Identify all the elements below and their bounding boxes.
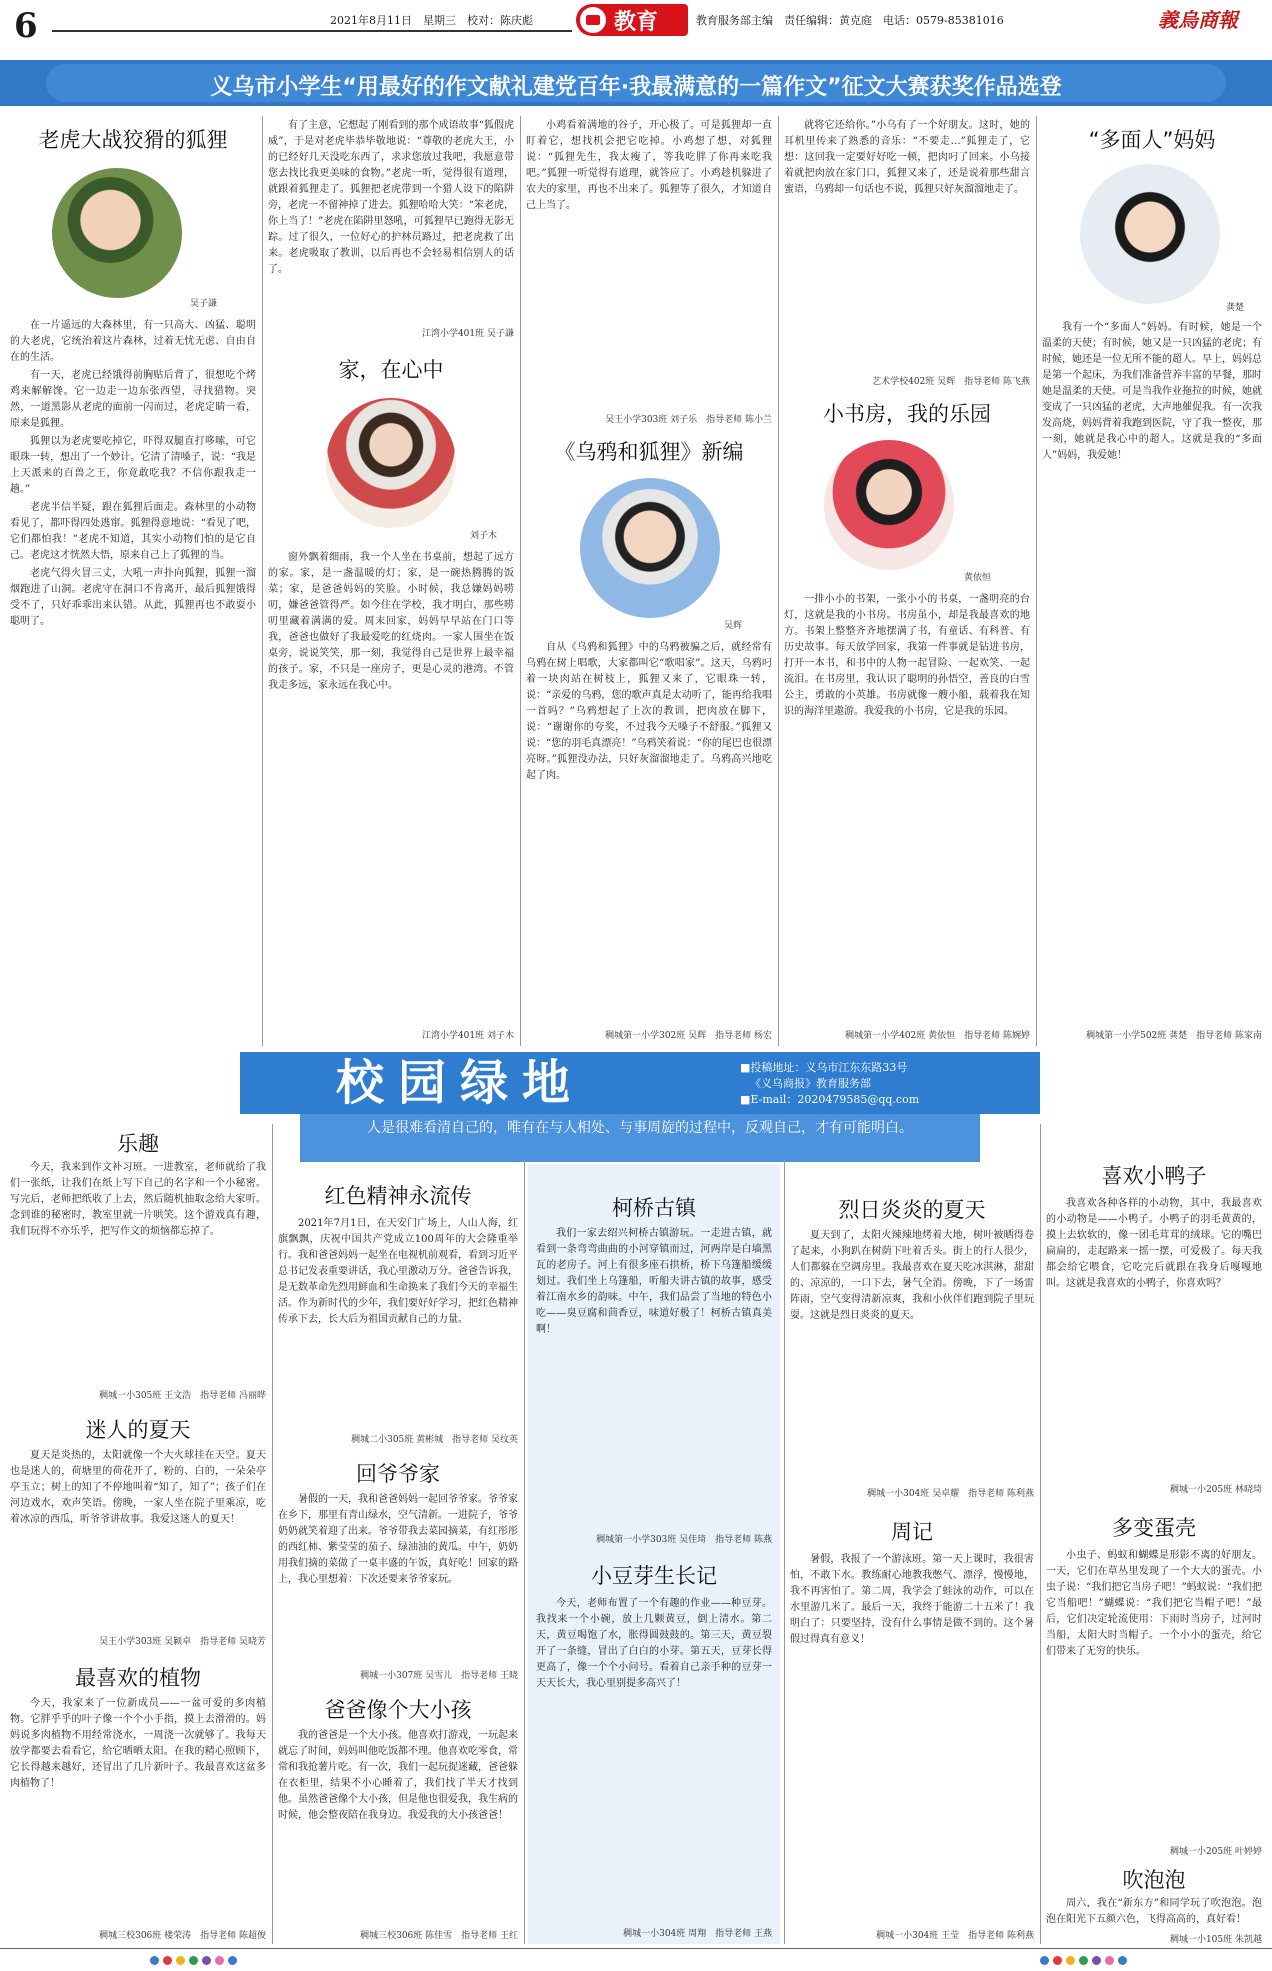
author-photo-crow [580,478,720,618]
paragraph: 今天，我来到作文补习班。一进教室，老师就给了我们一张纸，让我们在纸上写下自己的名字和一个小秘密。写完后，老师把纸收了上去，然后随机抽取念给大家听。念到谁的秘密时，教室里就一片哄笑。这个游戏真有趣，我们玩得不亦乐乎，把写作文的烦恼都忘掉了。 [10,1162,266,1237]
article-body-summer [10,1448,266,1628]
article-body-study [784,592,1030,1020]
paragraph: 自从《乌鸦和狐狸》中的乌鸦被骗之后，就经常有乌鸦在树上唱歌，大家都叫它“歌唱家”。这天，乌鸦叼着一块肉站在树枝上，狐狸又来了，它眼珠一转，说：“亲爱的乌鸦，您的歌声真是太动听了，能再给我唱一首吗？”乌鸦想起了上次的教训，把肉放在脚下，说：“谢谢你的夸奖，不过我今天嗓子不舒服。”狐狸又说：“您的羽毛真漂亮！”乌鸦笑着说：“你的尾巴也很漂亮呀。”狐狸没办法，只好灰溜溜地走了。乌鸦高兴地吃起了肉。 [526,642,772,781]
article-body-fun [10,1160,266,1382]
paragraph: 今天，我家来了一位新成员——一盆可爱的多肉植物。它胖乎乎的叶子像一个个小手指，摸上去滑滑的。妈妈说多肉植物不用经常浇水，一周浇一次就够了。我每天放学都要去看看它，给它晒晒太阳。在我的精心照顾下，它长得越来越好，还冒出了几片新叶子。我最喜欢这盆多肉植物了！ [10,1698,266,1789]
footer-dot [228,1956,237,1965]
footer-dot [1105,1956,1114,1965]
byline-hot: 稠城一小304班 吴卓耀 指导老师 陈利燕 [867,1489,1034,1499]
byline-summer: 吴王小学303班 吴颖卓 指导老师 吴晓芳 [99,1637,266,1647]
byline-grandpa: 稠城一小307班 吴雪儿 指导老师 王晓 [360,1671,518,1681]
article-body-weekly [790,1552,1034,1920]
footer-dot [1040,1956,1049,1965]
article-body-tiger-continued [268,118,514,318]
article-body-kexiao [536,1226,772,1526]
article-body-mom [1042,320,1262,1020]
article-title-tiger: 老虎大战狡猾的狐狸 [38,128,228,152]
page-header [0,0,1272,50]
byline-dad: 稠城三校306班 陈佳雪 指导老师 王红 [360,1931,518,1941]
footer-dot [1053,1956,1062,1965]
paragraph: 就将它还给你。”小乌有了一个好朋友。这时，她的耳机里传来了熟悉的音乐：“不要走…”狐狸走了，它想：这回我一定要好好吃一顿，把肉叼了回来。小乌接着就把肉放在家门口，狐狸又来了，还是说着那些甜言蜜语，乌鸦却一句话也不说，狐狸只好灰溜溜地走了。 [784,120,1030,195]
article-body-shell [1046,1548,1262,1838]
contact-address: ■投稿地址：义乌市江东东路33号 [740,1061,908,1074]
paragraph: 有了主意，它想起了刚看到的那个成语故事“狐假虎威”，于是对老虎毕恭毕敬地说：“尊敬的老虎大王，小的已经好几天没吃东西了，求求您放过我吧，我愿意带您去找比我更美味的食物。”老虎一听，觉得很有道理，就跟着狐狸走了。狐狸把老虎带到一个猎人设下的陷阱旁，老虎一不留神掉了进去。狐狸哈哈大笑：“笨老虎，你上当了！”老虎在陷阱里怒吼，可狐狸早已跑得无影无踪。过了很久，一位好心的护林员路过，把老虎救了出来。老虎吸取了教训，以后再也不会轻易相信别人的话了。 [268,120,514,275]
article-body-crow [526,640,772,1020]
byline-study: 稠城第一小学402班 黄依恒 指导老师 陈婉婷 [845,1031,1030,1041]
paragraph: 在一片遥远的大森林里，有一只高大、凶猛、聪明的大老虎，它统治着这片森林，过着无忧无虑、自由自在的生活。 [10,320,256,363]
campus-contact [740,1060,1040,1108]
byline-col3-top: 吴王小学303班 刘子乐 指导老师 陈小兰 [605,415,772,425]
article-body-grandpa [278,1492,518,1662]
page-number: 6 [14,6,38,46]
article-title-red: 红色精神永流传 [324,1184,472,1208]
footer-dot [1092,1956,1101,1965]
paragraph: 一排小小的书架，一张小小的书桌，一盏明亮的台灯，这就是我的小书房。书房虽小，却是我最喜欢的地方。书架上整整齐齐地摆满了书，有童话、有科普、有历史故事。每天放学回家，我第一件事就是钻进书房，打开一本书，和书中的人物一起冒险、一起欢笑、一起流泪。在书房里，我认识了聪明的孙悟空，善良的白雪公主，勇敢的小英雄。书房就像一艘小船，载着我在知识的海洋里遨游。我爱我的小书房，它是我的乐园。 [784,594,1030,717]
paragraph: 狐狸以为老虎要吃掉它，吓得双腿直打哆嗦，可它眼珠一转，想出了一个妙计。它清了清嗓子，说：“我是上天派来的百兽之王，你竟敢吃我？不信你跟我走一趟。” [10,436,256,495]
footer-dot [1066,1956,1075,1965]
header-rule [52,30,572,32]
article-title-plant: 最喜欢的植物 [75,1666,201,1690]
masthead-logo: 義烏商報 [1158,8,1238,32]
paragraph: 2021年7月1日，在天安门广场上，人山人海，红旗飘飘，庆祝中国共产党成立100周年的大会隆重举行。我和爸爸妈妈一起坐在电视机前观看，看到习近平总书记发表重要讲话，我心里激动万分。爸爸告诉我，是无数革命先烈用鲜血和生命换来了我们今天的幸福生活。作为新时代的少年，我们要好好学习，把红色精神传承下去，长大后为祖国贡献自己的力量。 [278,1218,518,1325]
byline-fun: 稠城一小305班 王文浩 指导老师 冯丽晔 [99,1391,266,1401]
paragraph: 老虎半信半疑，跟在狐狸后面走。森林里的小动物看见了，都吓得四处逃窜。狐狸得意地说：“看见了吧，它们都怕我！”老虎不知道，其实小动物们怕的是它自己。老虎这才恍然大悟，原来自己上了狐狸的当。 [10,502,256,561]
paragraph: 周六，我在“新东方”和同学玩了吹泡泡。泡泡在阳光下五颜六色，飞得高高的，真好看！ [1046,1898,1262,1925]
footer-dot [150,1956,159,1965]
paragraph: 夏天是炎热的，太阳就像一个大火球挂在天空。夏天也是迷人的，荷塘里的荷花开了，粉的、白的，一朵朵亭亭玉立；树上的知了不停地叫着“知了，知了”；孩子们在河边戏水，欢声笑语。傍晚，一家人坐在院子里乘凉，吃着冰凉的西瓜，听爷爷讲故事。我爱这迷人的夏天！ [10,1450,266,1525]
article-title-bubble: 吹泡泡 [1122,1868,1186,1892]
footer-dot [163,1956,172,1965]
paragraph: 夏天到了，太阳火辣辣地烤着大地，树叶被晒得卷了起来，小狗趴在树荫下吐着舌头。街上的行人很少，人们都躲在空调房里。我最喜欢在夏天吃冰淇淋，甜甜的、凉凉的，一口下去，暑气全消。傍晚，下了一场雷阵雨，空气变得清新凉爽，我和小伙伴们跑到院子里玩耍。这就是烈日炎炎的夏天。 [790,1230,1034,1321]
paragraph: 我们一家去绍兴柯桥古镇游玩。一走进古镇，就看到一条弯弯曲曲的小河穿镇而过，河两岸是白墙黑瓦的老房子。河上有很多座石拱桥，桥下乌篷船缓缓划过。我们坐上乌篷船，听船夫讲古镇的故事，感受着江南水乡的韵味。中午，我们品尝了当地的特色小吃——臭豆腐和茴香豆，味道好极了！柯桥古镇真美啊！ [536,1228,772,1335]
author-photo-home [326,398,456,528]
paragraph: 暑假的一天，我和爸爸妈妈一起回爷爷家。爷爷家在乡下，那里有青山绿水，空气清新。一进院子，爷爷奶奶就笑着迎了出来。爷爷带我去菜园摘菜，有红彤彤的西红柿、紫莹莹的茄子、绿油油的黄瓜。中午，奶奶用我们摘的菜做了一桌丰盛的午饭，真好吃！回家的路上，我心里想着：下次还要来爷爷家玩。 [278,1494,518,1585]
contact-email: ■E-mail：2020479585@qq.com [740,1093,920,1106]
dept-line: 教育服务部主编 责任编辑：黄克庭 电话：0579-85381016 [696,14,1004,27]
footer-dot [202,1956,211,1965]
footer-dot [215,1956,224,1965]
paragraph: 窗外飘着细雨，我一个人坐在书桌前，想起了远方的家。家，是一盏温暖的灯；家，是一碗热腾腾的饭菜；家，是爸爸妈妈的笑脸。小时候，我总嫌妈妈唠叨，嫌爸爸管得严。如今住在学校，我才明白，那些唠叨里藏着满满的爱。周末回家，妈妈早早站在门口等我，爸爸也做好了我最爱吃的红烧肉。一家人围坐在饭桌旁，说说笑笑，那一刻，我觉得自己是世界上最幸福的孩子。家，不只是一座房子，更是心灵的港湾。不管我走多远，家永远在我心中。 [268,552,514,691]
article-title-mom: “多面人”妈妈 [1088,128,1216,152]
article-title-dad: 爸爸像个大小孩 [324,1698,472,1722]
contact-dept: 《义乌商报》教育服务部 [750,1077,871,1090]
article-body-red [278,1216,518,1426]
paragraph: 老虎气得火冒三丈，大吼一声扑向狐狸，狐狸一溜烟跑进了山洞。老虎守在洞口不肯离开，最后狐狸饿得受不了，只好乖乖出来认错。从此，狐狸再也不敢耍小聪明了。 [10,568,256,627]
banner-title: 义乌市小学生“用最好的作文献礼建党百年·我最满意的一篇作文”征文大赛获奖作品选登 [210,75,1062,100]
article-body-tiger [10,318,256,1046]
article-body-col4-top [784,118,1030,368]
article-title-hot: 烈日炎炎的夏天 [838,1198,986,1222]
article-title-summer: 迷人的夏天 [85,1418,191,1442]
footer-dot [189,1956,198,1965]
photo-caption-mom: 龚楚 [1226,303,1245,313]
campus-title: 校园绿地 [335,1055,584,1111]
byline-col4-top: 艺术学校402班 吴辉 指导老师 陈飞燕 [872,377,1030,387]
paragraph: 我的爸爸是一个大小孩。他喜欢打游戏，一玩起来就忘了时间，妈妈叫他吃饭都不理。他喜欢吃零食，常常和我抢薯片吃。有一次，我们一起玩捉迷藏，爸爸躲在衣柜里，结果不小心睡着了，我们找了半天才找到他。虽然爸爸像个大小孩，但是他也很爱我，我生病的时候，他会整夜陪在我身边。我爱我的大小孩爸爸！ [278,1730,518,1821]
byline-duck: 稠城一小205班 林晓琦 [1169,1485,1262,1495]
byline-crow: 稠城第一小学302班 吴辉 指导老师 杨宏 [605,1031,772,1041]
byline-mom: 稠城第一小学502班 龚楚 指导老师 陈家南 [1086,1031,1262,1041]
paragraph: 小虫子、蚂蚁和蝴蝶是形影不离的好朋友。一天，它们在草丛里发现了一个大大的蛋壳。小虫子说：“我们把它当房子吧！”蚂蚁说：“我们把它当船吧！”蝴蝶说：“我们把它当帽子吧！”最后，它们决定轮流使用：下雨时当房子，过河时当船，太阳大时当帽子。一个小小的蛋壳，给它们带来了无穷的快乐。 [1046,1550,1262,1657]
article-title-study: 小书房，我的乐园 [823,402,991,426]
article-title-weekly: 周记 [891,1520,933,1544]
byline-weekly: 稠城一小304班 王莹 指导老师 陈利燕 [876,1931,1034,1941]
article-title-crow: 《乌鸦和狐狸》新编 [554,440,744,464]
author-photo-study [824,440,954,570]
byline-shell: 稠城一小205班 叶婷婷 [1169,1847,1262,1857]
campus-quote: 人是很难看清自己的，唯有在与人相处、与事周旋的过程中，反观自己，才有可能明白。 [367,1120,913,1136]
byline-bubble: 稠城一小105班 朱凯越 [1169,1935,1262,1945]
byline-plant: 稠城三校306班 楼荣涛 指导老师 陈超俊 [99,1931,266,1941]
article-title-shell: 多变蛋壳 [1112,1516,1196,1540]
byline-kexiao: 稠城第一小学303班 吴佳琦 指导老师 陈燕 [596,1535,772,1545]
photo-caption-study: 黄依恒 [964,573,992,583]
paragraph: 我喜欢各种各样的小动物，其中，我最喜欢的小动物是——小鸭子。小鸭子的羽毛黄黄的，摸上去软软的，像一团毛茸茸的绒球。它的嘴巴扁扁的，走起路来一摇一摆，可爱极了。每天我都会给它喂食，它吃完后就跟在我身后嘎嘎地叫。这就是我喜欢的小鸭子，你喜欢吗？ [1046,1198,1262,1289]
article-title-bean: 小豆芽生长记 [591,1564,717,1588]
article-title-kexiao: 柯桥古镇 [612,1196,696,1220]
article-body-plant [10,1696,266,1922]
author-photo-mom [1080,164,1220,304]
section-name: 教育 [614,9,659,35]
byline-bean: 稠城一小304班 周翔 指导老师 王燕 [623,1929,772,1939]
article-title-grandpa: 回爷爷家 [356,1462,440,1486]
footer-dots-left [150,1956,237,1965]
article-body-col3-top [526,118,772,408]
footer-dot [176,1956,185,1965]
byline-red: 稠城二小305班 黄彬城 指导老师 吴纹英 [351,1435,518,1445]
author-photo-tiger [52,168,182,298]
paragraph: 我有一个“多面人”妈妈。有时候，她是一个温柔的天使；有时候，她又是一只凶猛的老虎；有时候，她还是一位无所不能的超人。早上，妈妈总是第一个起床，为我们准备营养丰富的早餐，那时她是温柔的天使。可是当我作业拖拉的时候，她就变成了一只凶猛的老虎，大声地催促我。有一次我发高烧，妈妈背着我跑到医院，守了我一整夜，那一刻，她就是我心中的超人。这就是我的“多面人”妈妈，我爱她！ [1042,322,1262,461]
paragraph: 小鸡看着满地的谷子，开心极了。可是狐狸却一直盯着它，想找机会把它吃掉。小鸡想了想，对狐狸说：“狐狸先生，我太瘦了，等我吃胖了你再来吃我吧。”狐狸一听觉得有道理，就答应了。小鸡趁机躲进了农夫的家里，再也不出来了。狐狸等了很久，才知道自己上当了。 [526,120,772,211]
article-body-home [268,550,514,1020]
article-title-home: 家，在心中 [338,358,444,382]
photo-caption-tiger: 吴子謙 [190,299,218,309]
photo-caption-home: 刘子木 [470,531,498,541]
paragraph: 暑假，我报了一个游泳班。第一天上课时，我很害怕，不敢下水。教练耐心地教我憋气、漂浮，慢慢地，我不再害怕了。第二周，我学会了蛙泳的动作，可以在水里游几米了。最后一天，我终于能游二十五米了！我明白了：只要坚持，没有什么事情是做不到的。这个暑假过得真有意义！ [790,1554,1034,1645]
article-title-duck: 喜欢小鸭子 [1101,1164,1207,1188]
article-body-bean [536,1596,772,1916]
article-title-fun: 乐趣 [117,1132,159,1156]
section-badge [576,4,688,36]
footer-dot [1118,1956,1127,1965]
article-body-hot [790,1228,1034,1478]
byline-tiger: 江湾小学401班 吴子謙 [421,329,514,339]
section-logo-icon [580,7,606,33]
photo-caption-crow: 吴辉 [724,621,743,631]
byline-home: 江湾小学401班 刘子木 [421,1031,514,1041]
footer-dot [1079,1956,1088,1965]
paragraph: 有一天，老虎已经饿得前胸贴后背了，很想吃个烤鸡来解解馋。它一边走一边东张西望，寻找猎物。突然，一道黑影从老虎的面前一闪而过，老虎定睛一看，原来是狐狸。 [10,370,256,429]
article-body-dad [278,1728,518,1922]
article-body-duck [1046,1196,1262,1476]
date-line: 2021年8月11日 星期三 校对：陈庆彪 [330,14,533,27]
article-body-bubble [1046,1896,1262,1930]
footer-dots-right [1040,1956,1127,1965]
paragraph: 今天，老师布置了一个有趣的作业——种豆芽。我找来一个小碗，放上几颗黄豆，倒上清水。第二天，黄豆喝饱了水，胀得圆鼓鼓的。第三天，黄豆裂开了一条缝，冒出了白白的小芽。第五天，豆芽长得更高了，像一个个小问号。看着自己亲手种的豆芽一天天长大，我心里别提多高兴了！ [536,1598,772,1689]
